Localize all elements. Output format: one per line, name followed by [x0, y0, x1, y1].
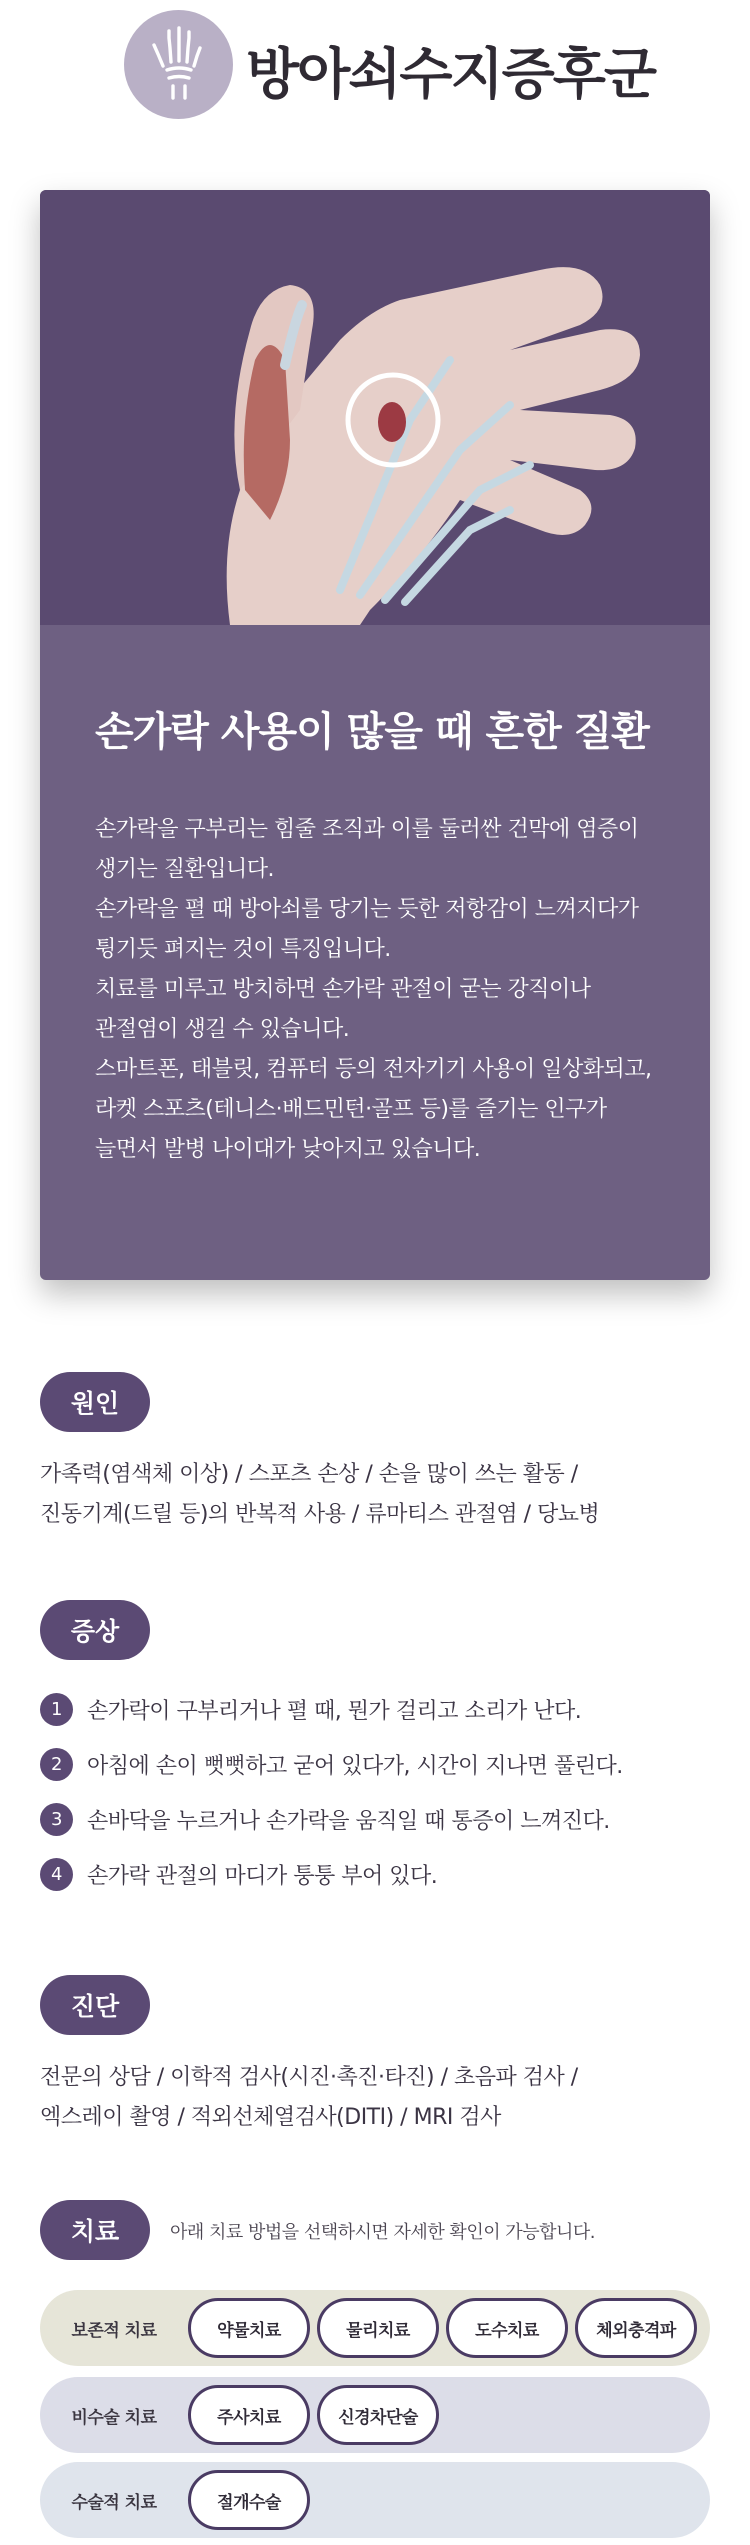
treatment-row-conservative	[40, 2290, 710, 2366]
symptom-number: 4	[40, 1858, 73, 1891]
cause-label: 원인	[40, 1372, 150, 1432]
treatment-row-label: 비수술 치료	[71, 2407, 157, 2428]
hand-skeleton-icon	[149, 26, 209, 104]
treatment-row-label: 보존적 치료	[71, 2320, 157, 2341]
intro-line: 생기는 질환입니다.	[95, 857, 275, 882]
intro-line: 손가락을 구부리는 힘줄 조직과 이를 둘러싼 건막에 염증이	[95, 817, 639, 842]
symptom-text: 아침에 손이 뻣뻣하고 굳어 있다가, 시간이 지나면 풀린다.	[87, 1753, 623, 1779]
symptom-item	[40, 1744, 623, 1784]
symptom-item	[40, 1689, 581, 1729]
symptom-number: 3	[40, 1803, 73, 1836]
symptom-number: 2	[40, 1748, 73, 1781]
symptom-item	[40, 1799, 610, 1839]
cause-line: 진동기계(드릴 등)의 반복적 사용 / 류마티스 관절염 / 당뇨병	[40, 1502, 600, 1527]
shockwave-button[interactable]: 체외충격파	[575, 2298, 697, 2358]
symptom-item	[40, 1854, 437, 1894]
intro-line: 스마트폰, 태블릿, 컴퓨터 등의 전자기기 사용이 일상화되고,	[95, 1057, 652, 1082]
diagnosis-label: 진단	[40, 1975, 150, 2035]
intro-line: 튕기듯 펴지는 것이 특징입니다.	[95, 937, 391, 962]
incision-surgery-button[interactable]: 절개수술	[188, 2470, 310, 2530]
treatment-row-surgical	[40, 2462, 710, 2538]
treatment-row-nonsurgical	[40, 2377, 710, 2453]
symptom-text: 손바닥을 누르거나 손가락을 움직일 때 통증이 느껴진다.	[87, 1808, 610, 1834]
logo	[124, 10, 233, 119]
cause-line: 가족력(염색체 이상) / 스포츠 손상 / 손을 많이 쓰는 활동 /	[40, 1462, 578, 1487]
treatment-label: 치료	[40, 2200, 150, 2260]
inflamed-tendon	[378, 402, 406, 442]
symptom-label: 증상	[40, 1600, 150, 1660]
hand-illustration	[40, 190, 710, 625]
intro-line: 손가락을 펼 때 방아쇠를 당기는 듯한 저항감이 느껴지다가	[95, 897, 639, 922]
treatment-note: 아래 치료 방법을 선택하시면 자세한 확인이 가능합니다.	[170, 2222, 595, 2243]
intro-line: 치료를 미루고 방치하면 손가락 관절이 굳는 강직이나	[95, 977, 591, 1002]
diagnosis-text	[40, 2058, 578, 2138]
symptom-text: 손가락 관절의 마디가 퉁퉁 부어 있다.	[87, 1863, 438, 1889]
symptom-number: 1	[40, 1693, 73, 1726]
nerve-block-button[interactable]: 신경차단술	[317, 2385, 439, 2445]
intro-heading: 손가락 사용이 많을 때 흔한 질환	[95, 709, 649, 755]
manual-therapy-button[interactable]: 도수치료	[446, 2298, 568, 2358]
cause-text	[40, 1455, 599, 1535]
intro-body	[95, 810, 695, 1170]
injection-button[interactable]: 주사치료	[188, 2385, 310, 2445]
medication-button[interactable]: 약물치료	[188, 2298, 310, 2358]
intro-line: 라켓 스포츠(테니스·배드민턴·골프 등)를 즐기는 인구가	[95, 1097, 607, 1122]
intro-line: 늘면서 발병 나이대가 낮아지고 있습니다.	[95, 1137, 481, 1162]
symptom-text: 손가락이 구부리거나 펼 때, 뭔가 걸리고 소리가 난다.	[87, 1698, 582, 1724]
treatment-row-label: 수술적 치료	[71, 2492, 157, 2513]
diagnosis-line: 엑스레이 촬영 / 적외선체열검사(DITI) / MRI 검사	[40, 2105, 501, 2130]
page-title: 방아쇠수지증후군	[246, 41, 656, 106]
intro-line: 관절염이 생길 수 있습니다.	[95, 1017, 350, 1042]
diagnosis-line: 전문의 상담 / 이학적 검사(시진·촉진·타진) / 초음파 검사 /	[40, 2065, 578, 2090]
intro-card	[40, 190, 710, 1280]
physical-therapy-button[interactable]: 물리치료	[317, 2298, 439, 2358]
header	[0, 0, 750, 135]
